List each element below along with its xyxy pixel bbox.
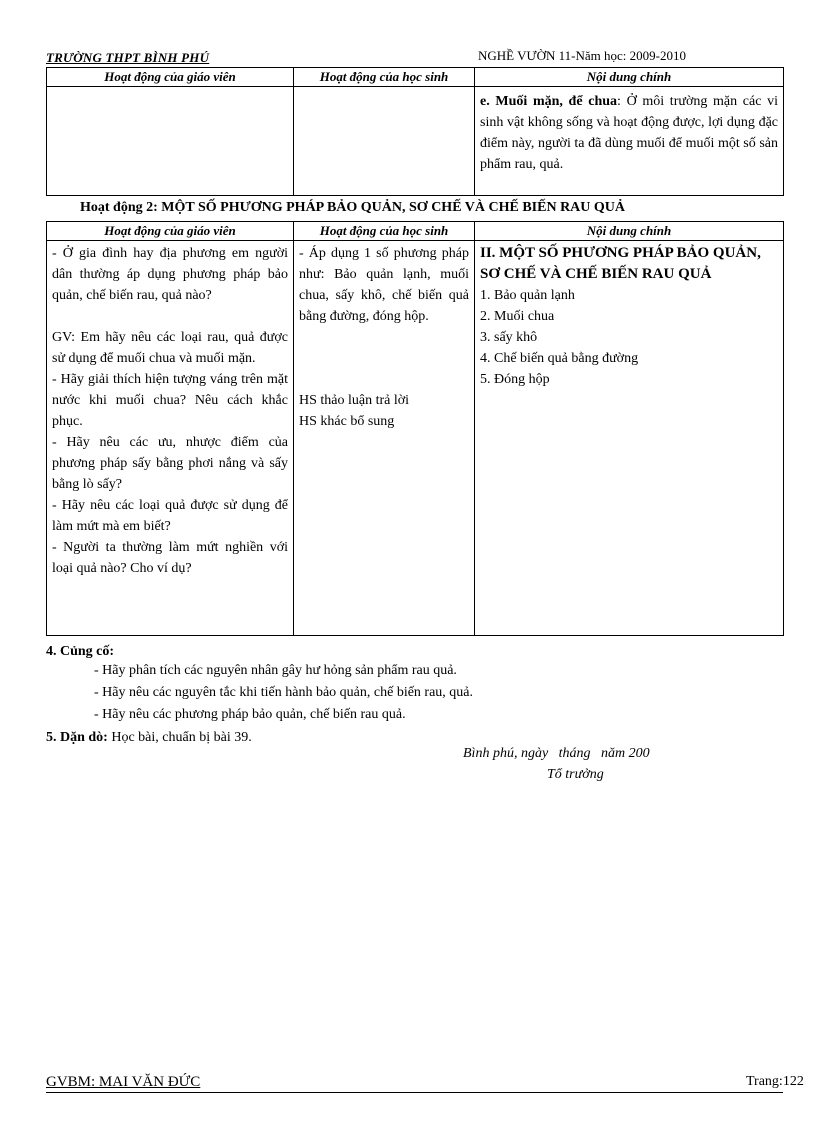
homework-text: Học bài, chuẩn bị bài 39. (107, 730, 252, 745)
student-answer: - Áp dụng 1 số phương pháp như: Bảo quản lạnh, muối chua, sấy khô, chế biến quả bằng đường, đóng hộp. (299, 246, 469, 324)
content-methods (475, 241, 784, 636)
homework (46, 727, 252, 749)
teacher-question: - Hãy nêu các ưu, nhược điểm của phương pháp sấy bằng phơi nắng và sấy bằng lò sấy? (52, 435, 288, 492)
teacher-question: - Ở gia đình hay địa phương em người dân thường áp dụng phương pháp bảo quản, chế biến rau, quả nào? (52, 246, 288, 303)
teacher-question: GV: Em hãy nêu các loại rau, quả được sử dụng để muối chua và muối mặn. (52, 330, 288, 366)
activity2-table (46, 221, 784, 636)
header-content: Nội dung chính (475, 68, 784, 87)
teacher-question: - Người ta thường làm mứt nghiền với loại quả nào? Cho ví dụ? (52, 540, 288, 576)
teacher-question: - Hãy giải thích hiện tượng váng trên mặt nước khi muối chua? Nêu cách khắc phục. (52, 372, 288, 429)
consolidation-item: - Hãy nêu các phương pháp bảo quản, chế biến rau quả. (94, 707, 406, 722)
consolidation-title: 4. Củng cố: (46, 644, 115, 659)
method-item: 3. sấy khô (480, 330, 538, 345)
subject-year: NGHỀ VƯỜN 11-Năm học: 2009-2010 (478, 48, 686, 63)
school-name: TRƯỜNG THPT BÌNH PHÚ (46, 50, 210, 65)
method-item: 1. Bảo quản lạnh (480, 288, 575, 303)
footer-teacher: GVBM: MAI VĂN ĐỨC (46, 1074, 201, 1090)
header-content: Nội dung chính (475, 222, 784, 241)
student-answer: HS thảo luận trả lời (299, 393, 410, 408)
content-cell-salting (475, 87, 784, 196)
signature-date: Bình phú, ngày tháng năm 200 (463, 746, 650, 761)
teacher-question: - Hãy nêu các loại quả được sử dụng để làm mứt mà em biết? (52, 498, 288, 534)
student-activities (294, 241, 475, 636)
method-item: 2. Muối chua (480, 309, 555, 324)
activity2-title: Hoạt động 2: MỘT SỐ PHƯƠNG PHÁP BẢO QUẢN, SƠ CHẾ VÀ CHẾ BIẾN RAU QUẢ (80, 200, 626, 215)
activity1-table (46, 67, 784, 196)
header-teacher: Hoạt động của giáo viên (47, 222, 294, 241)
student-cell-empty (294, 87, 475, 196)
header-student: Hoạt động của học sinh (294, 68, 475, 87)
footer-divider (46, 1092, 783, 1093)
consolidation-item: - Hãy nêu các nguyên tắc khi tiến hành bảo quản, chế biến rau, quả. (94, 685, 474, 700)
methods-heading: II. MỘT SỐ PHƯƠNG PHÁP BẢO QUẢN, SƠ CHẾ VÀ CHẾ BIẾN RAU QUẢ (480, 245, 761, 282)
salting-title: e. Muối mặn, để chua (480, 94, 618, 109)
teacher-cell-empty (47, 87, 294, 196)
footer-page: Trang:122 (746, 1074, 804, 1089)
teacher-activities (47, 241, 294, 636)
salting-text: : Ở môi trường mặn các vi sinh vật không sống và hoạt động được, lợi dụng đặc điểm này, người ta đã dùng muối để muối một số sản phẩm rau, quả. (480, 94, 778, 172)
method-item: 5. Đóng hộp (480, 372, 550, 387)
header-teacher: Hoạt động của giáo viên (47, 68, 294, 87)
homework-label: 5. Dặn dò: (46, 730, 108, 745)
signature-role: Tổ trưởng (547, 767, 604, 782)
header-student: Hoạt động của học sinh (294, 222, 475, 241)
method-item: 4. Chế biến quả bằng đường (480, 351, 639, 366)
consolidation-item: - Hãy phân tích các nguyên nhân gây hư hỏng sản phẩm rau quả. (94, 663, 457, 678)
student-answer: HS khác bổ sung (299, 414, 395, 429)
